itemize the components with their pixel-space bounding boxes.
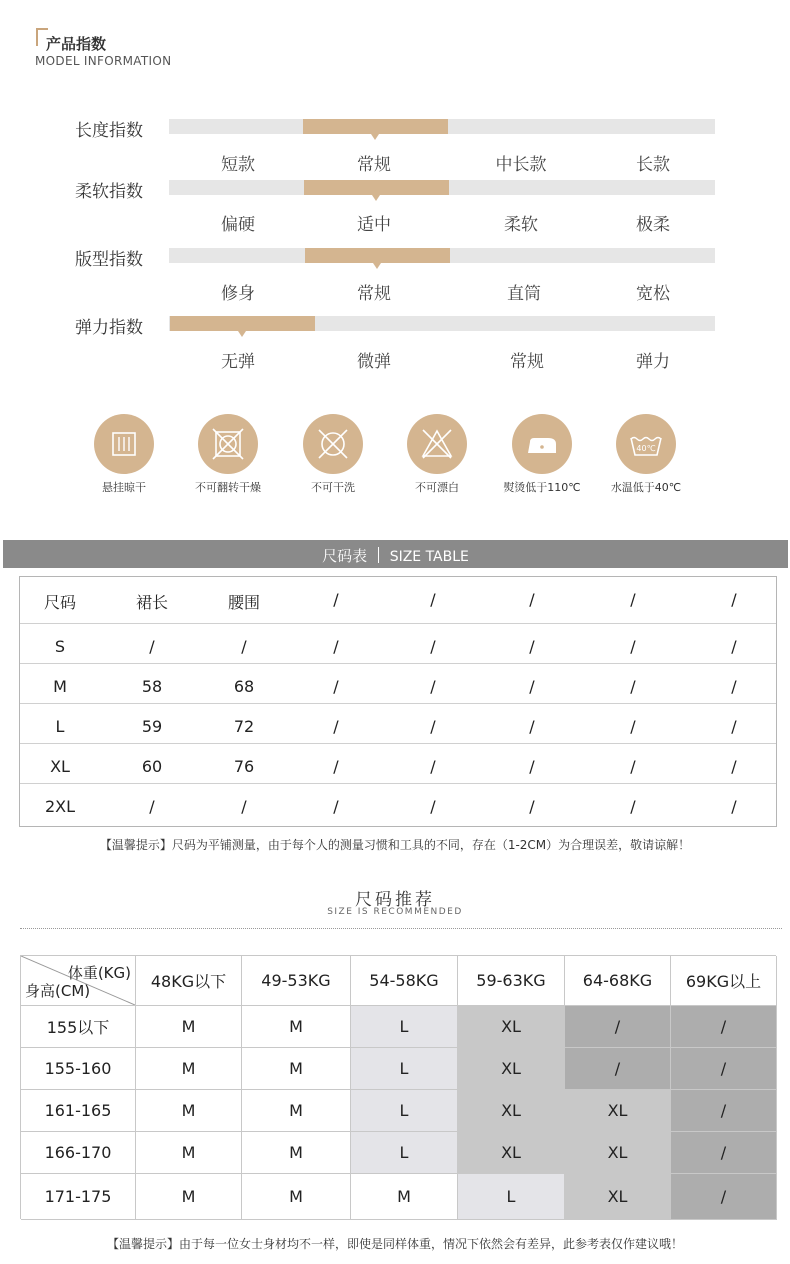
wash-40-icon — [616, 414, 676, 474]
table-cell: 72 — [233, 717, 255, 736]
size-cell: XL — [458, 1132, 565, 1174]
table-cell: / — [430, 757, 436, 776]
table-cell: / — [731, 757, 737, 776]
index-option: 常规 — [510, 352, 544, 372]
index-marker-length — [371, 134, 379, 140]
table-cell: / — [731, 677, 737, 696]
table-row-divider — [20, 623, 776, 624]
iron-low-icon — [512, 414, 572, 474]
table-header-cell: 尺码 — [43, 593, 76, 612]
index-option: 中长款 — [495, 155, 547, 175]
table-cell: / — [241, 797, 247, 816]
page-subtitle: MODEL INFORMATION — [35, 54, 172, 68]
no-tumble-dry-icon — [198, 414, 258, 474]
index-option: 无弹 — [221, 352, 255, 372]
size-cell: M — [136, 1048, 242, 1090]
page-title: 产品指数 — [46, 35, 107, 53]
table-row-divider — [20, 663, 776, 664]
table-cell: / — [149, 637, 155, 656]
weight-header: 54-58KG — [351, 956, 458, 1006]
table-cell: / — [630, 797, 636, 816]
table-cell: / — [630, 677, 636, 696]
index-fill-elasticity — [170, 316, 315, 331]
index-option: 常规 — [357, 155, 391, 175]
table-row-divider — [20, 783, 776, 784]
index-marker-softness — [372, 195, 380, 201]
index-option: 柔软 — [504, 215, 538, 235]
size-cell: L — [351, 1048, 458, 1090]
size-cell: XL — [458, 1048, 565, 1090]
index-label-softness: 柔软指数 — [75, 182, 143, 202]
table-cell: 58 — [141, 677, 163, 696]
table-cell: / — [630, 717, 636, 736]
size-table-tip: 【温馨提示】尺码为平铺测量，由于每个人的测量习惯和工具的不同，存在（1-2CM）为合理误差，敬请谅解！ — [99, 838, 691, 852]
table-header-cell: / — [333, 590, 339, 609]
table-cell: / — [529, 797, 535, 816]
no-bleach-icon — [407, 414, 467, 474]
size-cell: L — [458, 1174, 565, 1220]
wash-temp-badge: 40℃ — [636, 444, 656, 453]
size-cell: XL — [565, 1132, 671, 1174]
size-cell: / — [671, 1048, 777, 1090]
recommend-subtitle: SIZE IS RECOMMENDED — [327, 907, 463, 917]
index-fill-softness — [304, 180, 449, 195]
size-cell: M — [136, 1090, 242, 1132]
table-cell: / — [731, 637, 737, 656]
height-header: 155以下 — [21, 1006, 136, 1048]
recommend-table — [20, 955, 776, 1219]
size-cell: / — [671, 1006, 777, 1048]
size-cell: L — [351, 1006, 458, 1048]
index-fill-fit — [305, 248, 450, 263]
weight-header: 49-53KG — [242, 956, 351, 1006]
size-cell: M — [242, 1006, 351, 1048]
table-cell: S — [54, 637, 66, 656]
index-label-fit: 版型指数 — [75, 250, 143, 270]
index-option: 微弹 — [357, 352, 391, 372]
care-label: 水温低于40℃ — [610, 481, 682, 494]
height-header: 171-175 — [21, 1174, 136, 1220]
care-label: 熨烫低于110℃ — [503, 481, 581, 494]
index-option: 偏硬 — [221, 215, 255, 235]
index-option: 直筒 — [507, 284, 541, 304]
recommend-tip: 【温馨提示】由于每一位女士身材均不一样，即使是同样体重，情况下依然会有差异，此参考表仅作建议哦！ — [106, 1237, 683, 1251]
dotted-divider — [20, 928, 782, 929]
banner-divider — [378, 547, 379, 563]
hang-dry-icon — [94, 414, 154, 474]
table-cell: 2XL — [44, 797, 76, 816]
table-header-cell: / — [630, 590, 636, 609]
size-cell: XL — [458, 1090, 565, 1132]
corner-cell — [21, 956, 136, 1006]
care-label: 不可漂白 — [415, 481, 459, 494]
size-cell: XL — [458, 1006, 565, 1048]
recommend-title: 尺码推荐 — [355, 890, 435, 910]
index-track-elasticity — [169, 316, 715, 331]
index-label-elasticity: 弹力指数 — [75, 318, 143, 338]
table-cell: 60 — [141, 757, 163, 776]
size-cell: M — [136, 1132, 242, 1174]
table-header-cell: / — [529, 590, 535, 609]
table-cell: M — [53, 677, 67, 696]
index-fill-length — [303, 119, 448, 134]
index-option: 长款 — [636, 155, 670, 175]
corner-weight-label: 体重(KG) — [67, 964, 131, 982]
care-label: 悬挂晾干 — [102, 481, 146, 494]
size-table-banner — [3, 540, 788, 568]
size-cell: XL — [565, 1174, 671, 1220]
weight-header: 69KG以上 — [671, 956, 777, 1006]
height-header: 155-160 — [21, 1048, 136, 1090]
table-cell: 59 — [141, 717, 163, 736]
weight-header: 64-68KG — [565, 956, 671, 1006]
table-header-cell: / — [731, 590, 737, 609]
table-cell: / — [430, 797, 436, 816]
recommend-cells — [20, 955, 776, 1219]
table-cell: / — [529, 677, 535, 696]
index-track-length — [169, 119, 715, 134]
size-cell: / — [565, 1006, 671, 1048]
no-dry-clean-icon — [303, 414, 363, 474]
size-cell: M — [242, 1174, 351, 1220]
size-cell: M — [136, 1174, 242, 1220]
height-header: 166-170 — [21, 1132, 136, 1174]
table-cell: / — [430, 677, 436, 696]
index-option: 极柔 — [636, 215, 670, 235]
table-cell: / — [731, 797, 737, 816]
table-cell: / — [529, 757, 535, 776]
table-cell: / — [430, 717, 436, 736]
table-cell: / — [333, 637, 339, 656]
table-cell: L — [55, 717, 65, 736]
table-header-cell: 腰围 — [227, 593, 260, 612]
table-cell: / — [149, 797, 155, 816]
size-table-title-cn: 尺码表 — [322, 547, 368, 565]
size-table — [19, 576, 777, 827]
size-cell: XL — [565, 1090, 671, 1132]
care-label: 不可干洗 — [311, 481, 355, 494]
table-cell: / — [630, 757, 636, 776]
size-cell: / — [671, 1090, 777, 1132]
table-row-divider — [20, 743, 776, 744]
weight-header: 48KG以下 — [136, 956, 242, 1006]
table-cell: / — [731, 717, 737, 736]
index-option: 弹力 — [636, 352, 670, 372]
corner-height-label: 身高(CM) — [25, 982, 91, 1000]
care-label: 不可翻转干燥 — [195, 481, 261, 494]
index-marker-fit — [373, 263, 381, 269]
size-cell: M — [242, 1090, 351, 1132]
index-option: 短款 — [221, 155, 255, 175]
table-cell: XL — [50, 757, 70, 776]
table-cell: / — [333, 797, 339, 816]
index-option: 宽松 — [636, 284, 670, 304]
index-marker-elasticity — [238, 331, 246, 337]
size-table-title-en: SIZE TABLE — [389, 549, 469, 565]
height-header: 161-165 — [21, 1090, 136, 1132]
size-cell: M — [351, 1174, 458, 1220]
size-cell: M — [242, 1048, 351, 1090]
table-cell: / — [529, 637, 535, 656]
index-track-softness — [169, 180, 715, 195]
table-cell: / — [241, 637, 247, 656]
table-cell: / — [333, 717, 339, 736]
table-header-cell: / — [430, 590, 436, 609]
size-cell: M — [136, 1006, 242, 1048]
weight-header: 59-63KG — [458, 956, 565, 1006]
table-cell: / — [630, 637, 636, 656]
table-cell: 76 — [233, 757, 255, 776]
size-cell: L — [351, 1132, 458, 1174]
index-option: 适中 — [357, 215, 391, 235]
table-header-cell: 裙长 — [135, 593, 168, 612]
index-track-fit — [169, 248, 715, 263]
table-row-divider — [20, 703, 776, 704]
size-cell: / — [671, 1132, 777, 1174]
size-cell: L — [351, 1090, 458, 1132]
table-cell: / — [430, 637, 436, 656]
size-cell: / — [565, 1048, 671, 1090]
table-cell: 68 — [233, 677, 255, 696]
table-cell: / — [333, 677, 339, 696]
index-label-length: 长度指数 — [75, 121, 143, 141]
table-cell: / — [333, 757, 339, 776]
size-cell: / — [671, 1174, 777, 1220]
index-option: 常规 — [357, 284, 391, 304]
index-option: 修身 — [221, 284, 255, 304]
size-cell: M — [242, 1132, 351, 1174]
table-cell: / — [529, 717, 535, 736]
